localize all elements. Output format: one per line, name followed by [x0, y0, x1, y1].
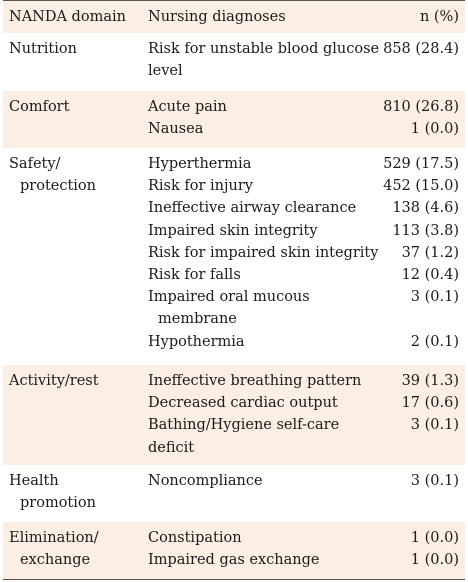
domain-group — [3, 465, 465, 523]
table-header — [3, 0, 465, 34]
count-value: 3 (0.1) — [410, 473, 459, 489]
diagnosis-label: Bathing/Hygiene self-care — [148, 417, 340, 434]
diagnosis-label: Decreased cardiac output — [148, 395, 338, 412]
count-value: 529 (17.5) — [383, 156, 459, 172]
diagnosis-label: Ineffective breathing pattern — [148, 373, 362, 389]
domain-label: Nutrition — [9, 41, 77, 57]
domain-label: Comfort — [9, 99, 70, 115]
diagnosis-label: Impaired gas exchange — [148, 552, 320, 569]
count-value: 858 (28.4) — [383, 41, 459, 57]
count-value: 138 (4.6) — [392, 200, 459, 217]
header-domain: NANDA domain — [9, 9, 126, 25]
domain-group — [3, 365, 465, 466]
domain-label: promotion — [20, 495, 96, 512]
diagnosis-label: Acute pain — [148, 99, 227, 115]
domain-label: Health — [9, 473, 59, 489]
domain-group — [3, 33, 465, 92]
domain-label: Elimination/ — [9, 530, 99, 546]
domain-label: Safety/ — [9, 156, 61, 172]
domain-label: protection — [20, 178, 97, 195]
diagnosis-label: Hypothermia — [148, 333, 245, 350]
count-value: 1 (0.0) — [410, 552, 459, 569]
diagnosis-label: level — [148, 63, 183, 80]
domain-label: exchange — [20, 552, 91, 569]
domain-group — [3, 91, 465, 149]
count-value: 452 (15.0) — [383, 178, 459, 195]
diagnosis-label: Constipation — [148, 530, 242, 546]
domain-group — [3, 522, 465, 580]
count-value: 1 (0.0) — [410, 530, 459, 546]
diagnosis-label: Risk for falls — [148, 267, 241, 283]
header-n: n (%) — [419, 9, 459, 25]
count-value: 17 (0.6) — [401, 395, 459, 412]
count-value: 1 (0.0) — [410, 121, 459, 138]
count-value: 2 (0.1) — [410, 333, 459, 350]
diagnosis-label: Impaired oral mucous — [148, 289, 310, 306]
diagnosis-label: Risk for impaired skin integrity — [148, 244, 379, 261]
diagnosis-label: Ineffective airway clearance — [148, 200, 357, 217]
diagnosis-label: Risk for injury — [148, 178, 253, 195]
count-value: 37 (1.2) — [401, 244, 459, 261]
domain-group — [3, 148, 465, 366]
domain-label: Activity/rest — [9, 373, 99, 389]
diagnosis-label: Risk for unstable blood glucose — [148, 41, 380, 57]
count-value: 39 (1.3) — [401, 373, 459, 389]
diagnosis-label: Impaired skin integrity — [148, 222, 318, 239]
diagnosis-label: Hyperthermia — [148, 156, 252, 172]
count-value: 113 (3.8) — [392, 222, 459, 239]
count-value: 810 (26.8) — [383, 99, 459, 115]
diagnosis-label: membrane — [158, 311, 237, 328]
diagnosis-label: Nausea — [148, 121, 204, 138]
header-diagnoses: Nursing diagnoses — [148, 9, 286, 25]
count-value: 12 (0.4) — [401, 267, 459, 283]
diagnosis-label: deficit — [148, 439, 195, 456]
count-value: 3 (0.1) — [410, 417, 459, 434]
diagnosis-label: Noncompliance — [148, 473, 263, 489]
count-value: 3 (0.1) — [410, 289, 459, 306]
